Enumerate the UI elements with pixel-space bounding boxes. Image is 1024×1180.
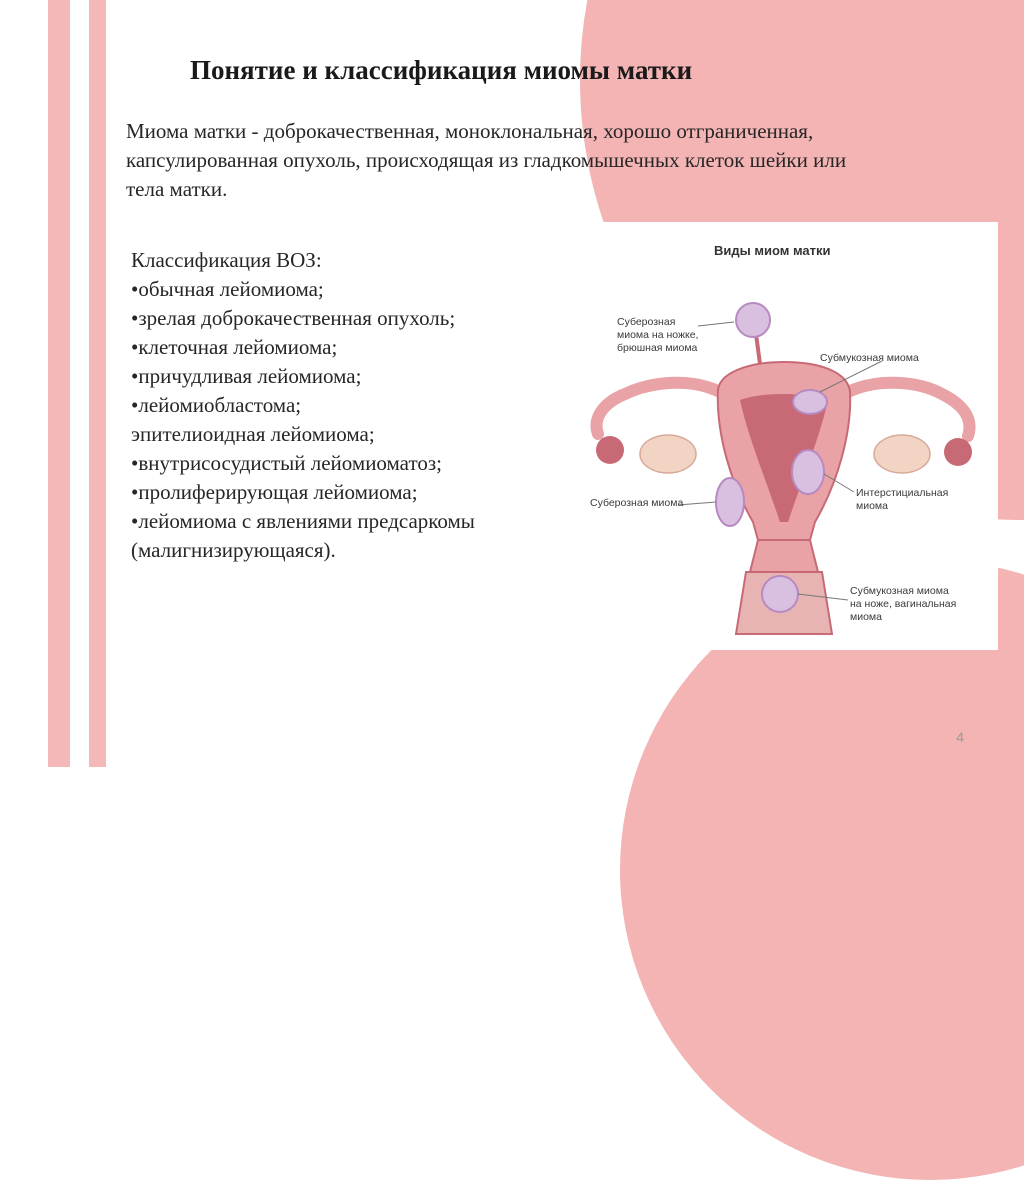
intro-paragraph: Миома матки - доброкачественная, моноклональная, хорошо отграниченная, капсулированная опухоль, происходящая из гладкомышечных клеток шейки или тела матки. — [126, 119, 847, 201]
leader-line — [698, 322, 734, 326]
label-interstitial: Интерстициальная — [856, 487, 949, 499]
left-fallopian-tube — [597, 383, 720, 434]
label-submucous-pedunculated: Субмукозная миома — [850, 585, 949, 597]
interstitial-myoma — [792, 450, 824, 494]
list-item: •обычная лейомиома; — [131, 277, 324, 301]
classification-heading: Классификация ВОЗ: — [131, 248, 322, 272]
label-subserous-pedunculated: миома на ножке, — [617, 329, 699, 341]
vaginal-submucous-myoma — [762, 576, 798, 612]
uterus-figure — [570, 222, 998, 650]
right-fallopian-tube — [848, 383, 970, 436]
label-subserous-pedunculated: Суберозная — [617, 316, 676, 328]
slide-title: Понятие и классификация миомы матки — [190, 55, 693, 85]
cervix — [750, 540, 818, 572]
left-stripe-1 — [48, 0, 70, 767]
label-submucous-pedunculated: на ноже, вагинальная — [850, 598, 957, 610]
left-ovary — [640, 435, 696, 473]
list-item: •пролиферирующая лейомиома; — [131, 480, 418, 504]
leader-line — [678, 502, 716, 505]
list-item: (малигнизирующаяся). — [131, 538, 336, 562]
list-item: •зрелая доброкачественная опухоль; — [131, 306, 456, 330]
pedunculated-subserous-myoma — [736, 303, 770, 337]
uterus-illustration — [570, 222, 998, 650]
myoma-stalk — [756, 334, 760, 364]
right-fimbriae — [944, 438, 972, 466]
label-subserous: Суберозная миома — [590, 497, 684, 509]
classification-list — [131, 246, 571, 565]
label-interstitial: миома — [856, 500, 888, 512]
page-number: 4 — [956, 729, 964, 745]
label-subserous-pedunculated: брюшная миома — [617, 342, 698, 354]
right-ovary — [874, 435, 930, 473]
label-submucous-pedunculated: миома — [850, 611, 882, 623]
label-submucous: Субмукозная миома — [820, 352, 919, 364]
list-item: эпителиоидная лейомиома; — [131, 422, 375, 446]
subserous-myoma — [716, 478, 744, 526]
bottom-right-circle — [620, 560, 1024, 1180]
list-item: •лейомиобластома; — [131, 393, 302, 417]
list-item: •лейомиома с явлениями предсаркомы — [131, 509, 475, 533]
submucous-myoma — [793, 390, 827, 414]
figure-title: Виды миом матки — [714, 243, 831, 258]
list-item: •клеточная лейомиома; — [131, 335, 338, 359]
left-fimbriae — [596, 436, 624, 464]
left-stripe-2 — [89, 0, 106, 767]
list-item: •внутрисосудистый лейомиоматоз; — [131, 451, 442, 475]
list-item: •причудливая лейомиома; — [131, 364, 362, 388]
